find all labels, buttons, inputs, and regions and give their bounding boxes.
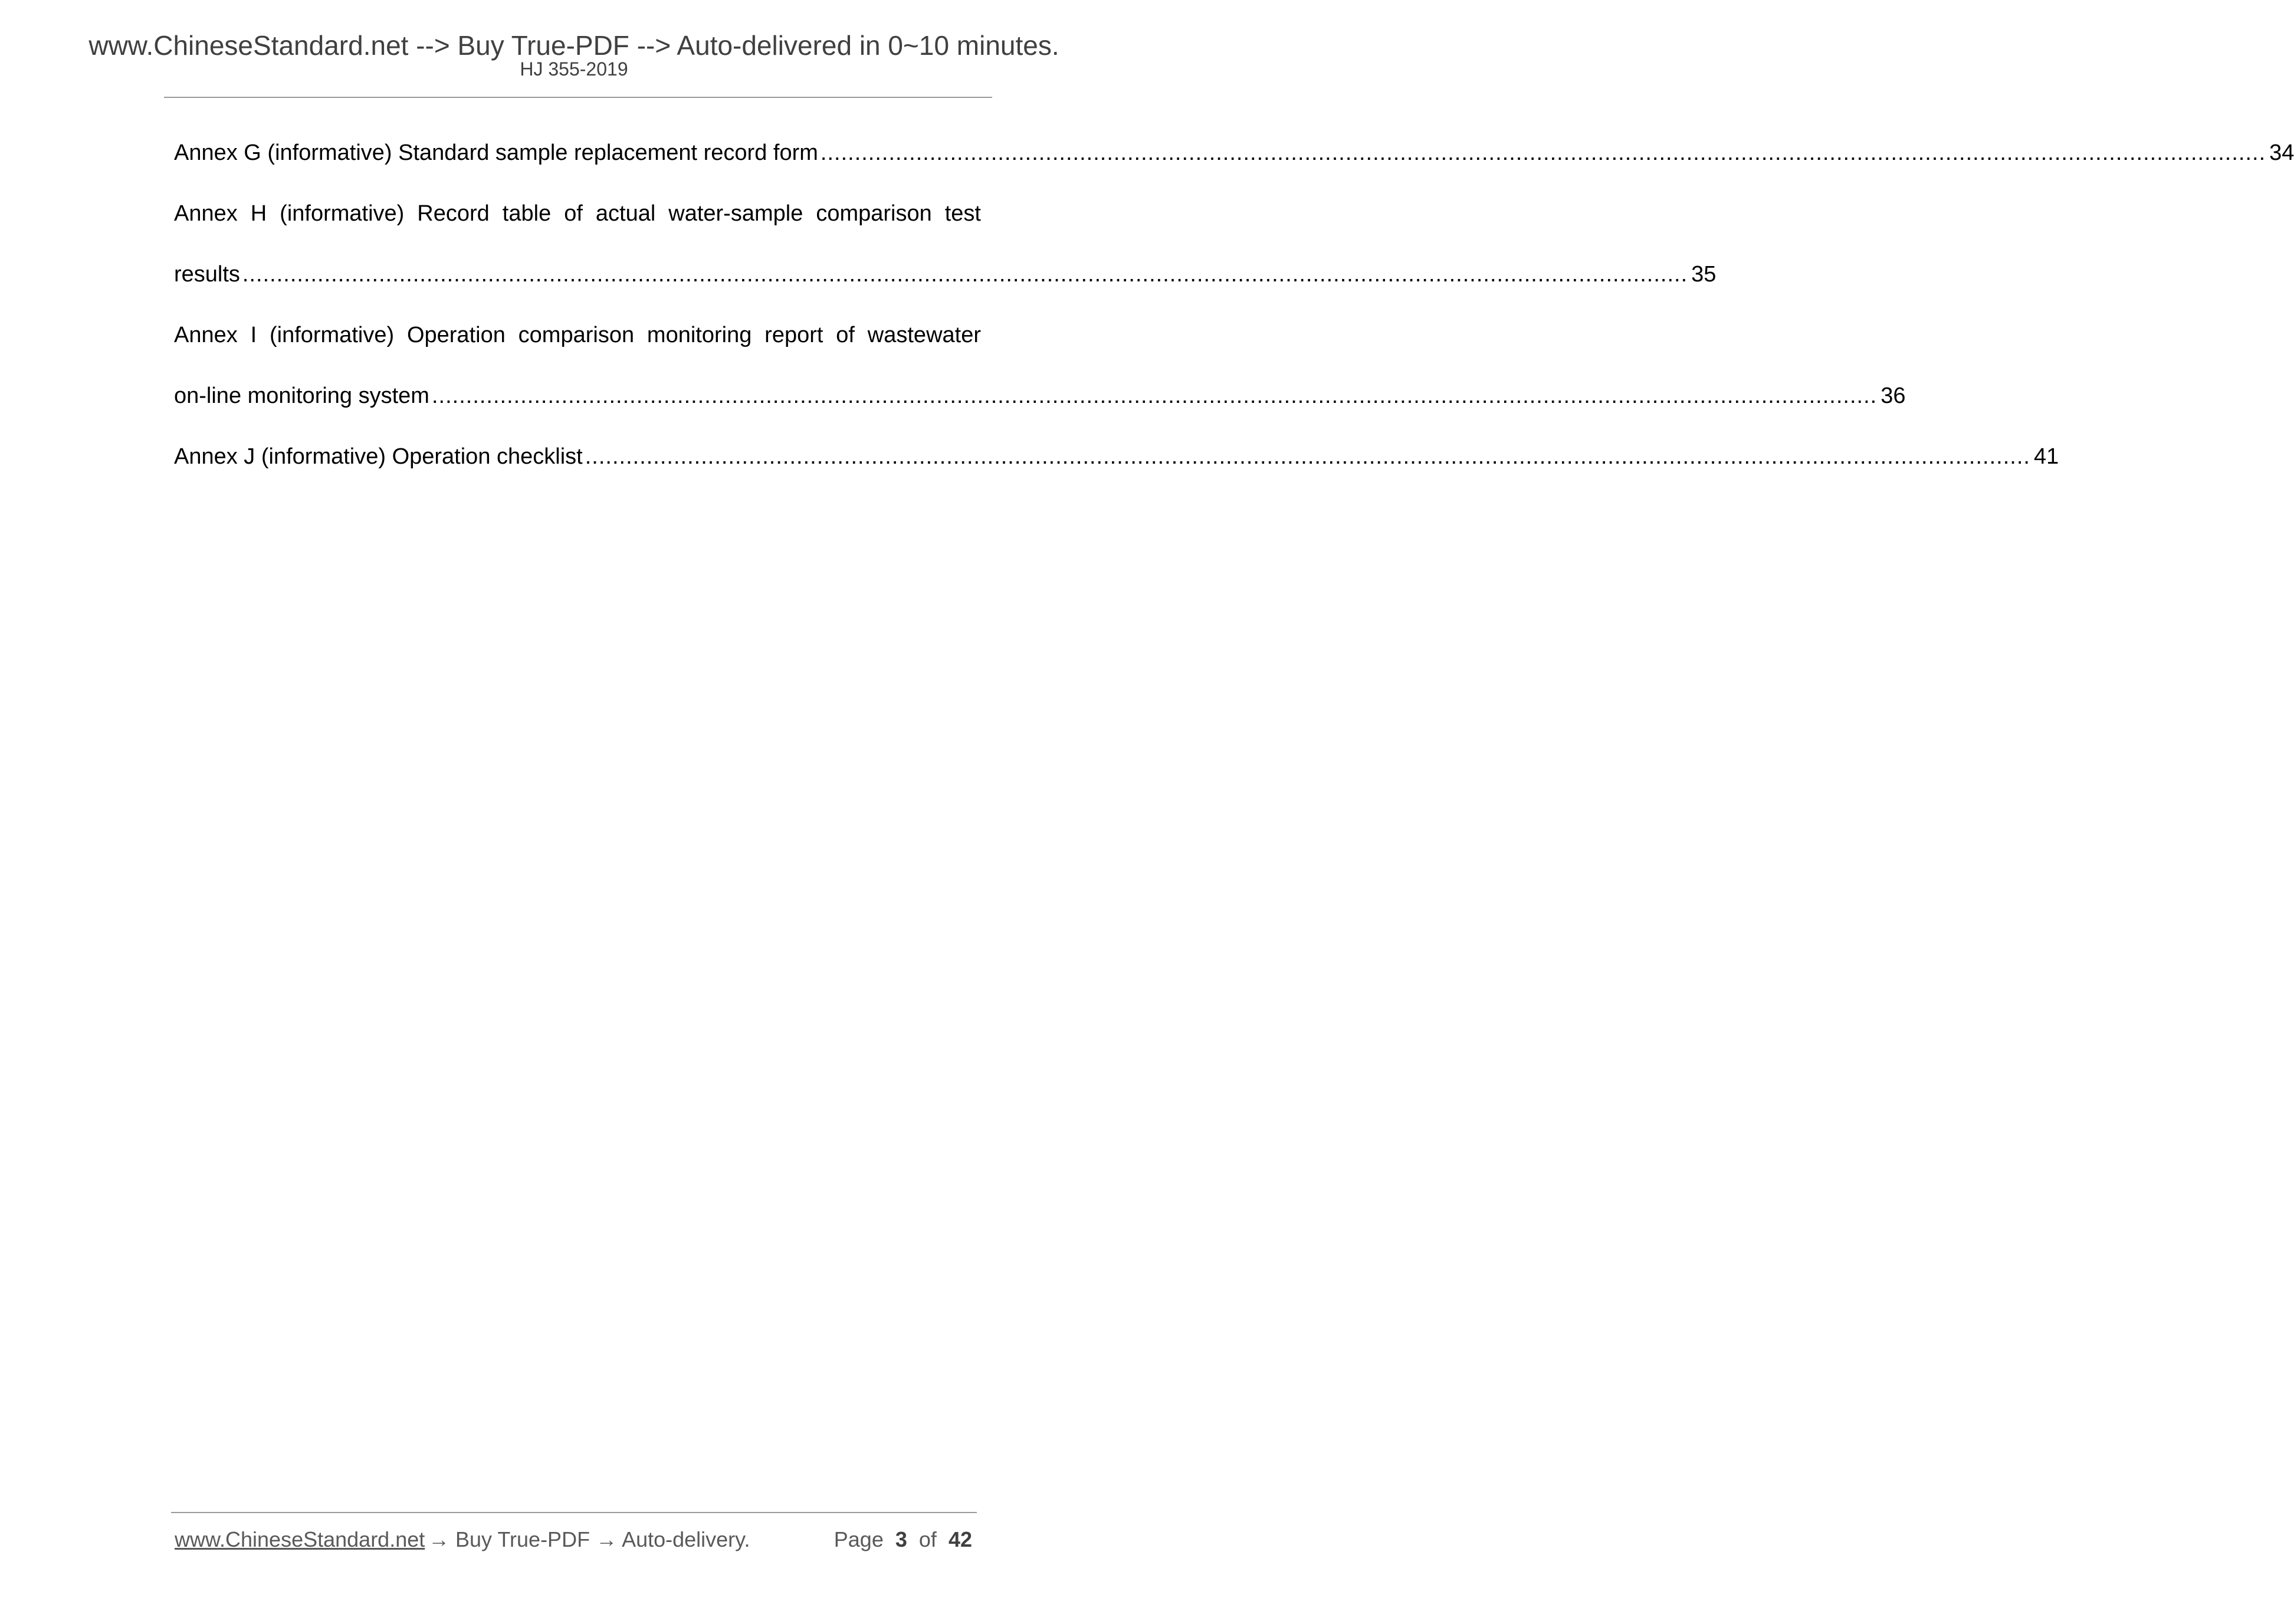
page-number bbox=[834, 1525, 972, 1554]
footer-divider bbox=[171, 1512, 977, 1513]
toc-entry[interactable] bbox=[174, 134, 2294, 195]
toc-entry-page: 41 bbox=[2033, 444, 2059, 469]
toc-entry-title: Annex H (informative) Record table of actual water-sample comparison test bbox=[174, 201, 981, 226]
toc-entry-title: Annex J (informative) Operation checklist bbox=[174, 444, 583, 469]
footer-site-link[interactable]: www.ChineseStandard.net bbox=[175, 1527, 425, 1551]
dot-leader: .................................................................................................................................................................................................................... bbox=[820, 140, 2266, 165]
dot-leader: .................................................................................................................................................................................................................... bbox=[431, 383, 1878, 408]
toc-entry-title-continued: on-line monitoring system bbox=[174, 383, 429, 408]
toc-entry-page: 34 bbox=[2269, 140, 2294, 165]
dot-leader: .................................................................................................................................................................................................................... bbox=[585, 444, 2030, 469]
header-banner: www.ChineseStandard.net --> Buy True-PDF --> Auto-delivered in 0~10 minutes. bbox=[88, 30, 1059, 61]
toc-entry-title: Annex G (informative) Standard sample replacement record form bbox=[174, 140, 818, 165]
toc-entry[interactable] bbox=[174, 438, 2059, 498]
footer-tagline: → Buy True-PDF → Auto-delivery. bbox=[428, 1527, 750, 1551]
toc-entry-page: 35 bbox=[1691, 262, 1717, 287]
page-current: 3 bbox=[895, 1527, 907, 1551]
dot-leader: .................................................................................................................................................................................................................... bbox=[242, 262, 1688, 287]
page-of: of bbox=[918, 1527, 937, 1551]
toc-entry[interactable] bbox=[174, 316, 981, 377]
toc-entry[interactable] bbox=[174, 195, 981, 255]
toc-entry-page: 36 bbox=[1881, 383, 1906, 408]
page-label: Page bbox=[833, 1527, 884, 1551]
toc-entry-title: Annex I (informative) Operation comparison monitoring report of wastewater bbox=[174, 323, 981, 347]
toc-entry-continuation[interactable] bbox=[174, 377, 1906, 438]
toc-entry-title-continued: results bbox=[174, 262, 240, 287]
toc-entry-continuation[interactable] bbox=[174, 255, 1717, 316]
page-footer bbox=[175, 1525, 974, 1554]
header-divider bbox=[164, 97, 992, 98]
table-of-contents bbox=[174, 134, 2294, 498]
page-total: 42 bbox=[948, 1527, 972, 1551]
document-code: HJ 355-2019 bbox=[520, 58, 628, 80]
